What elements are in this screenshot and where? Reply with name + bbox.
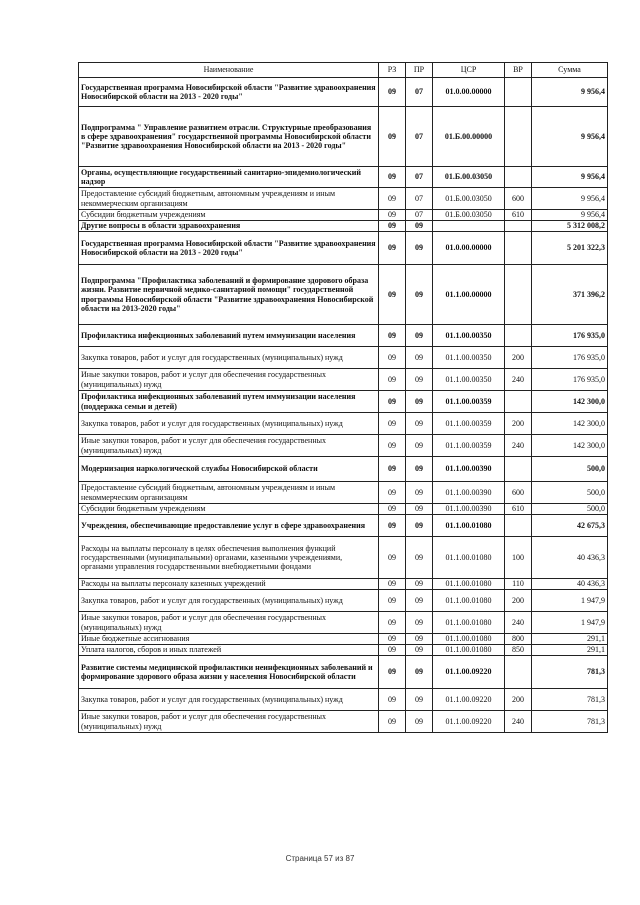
cell-name: Профилактика инфекционных заболеваний путем иммунизации населения (поддержка семьи и детей) [79,391,379,413]
cell-vr [505,457,532,482]
cell-name: Иные закупки товаров, работ и услуг для обеспечения государственных (муниципальных) нужд [79,612,379,634]
cell-name: Предоставление субсидий бюджетным, автономным учреждениям и иным некоммерческим организациям [79,188,379,210]
cell-rz: 09 [379,391,406,413]
cell-pr: 09 [406,579,433,590]
cell-vr [505,107,532,167]
cell-rz: 09 [379,579,406,590]
cell-csr: 01.1.00.09220 [433,656,505,689]
table-row [79,107,608,167]
cell-pr: 09 [406,265,433,325]
cell-name: Государственная программа Новосибирской области "Развитие здравоохранения Новосибирской области на 2013 - 2020 годы" [79,78,379,107]
table-row [79,435,608,457]
table-row [79,579,608,590]
table-row [79,634,608,645]
cell-rz: 09 [379,689,406,711]
cell-vr: 110 [505,579,532,590]
header-sum: Сумма [532,63,608,78]
cell-csr: 01.0.00.00000 [433,232,505,265]
cell-pr: 09 [406,711,433,733]
cell-sum: 9 956,4 [532,78,608,107]
cell-rz: 09 [379,590,406,612]
cell-name: Подпрограмма " Управление развитием отрасли. Структурные преобразования в сфере здравоохранения" государственной программы Новосибирской области "Развитие здравоохранения Новосибирской области на 2013 - 2020 годы" [79,107,379,167]
cell-name: Субсидии бюджетным учреждениям [79,210,379,221]
cell-rz: 09 [379,711,406,733]
cell-pr: 09 [406,689,433,711]
cell-sum: 176 935,0 [532,347,608,369]
table-row [79,612,608,634]
cell-pr: 09 [406,221,433,232]
cell-vr: 200 [505,689,532,711]
cell-pr: 09 [406,590,433,612]
cell-rz: 09 [379,482,406,504]
table-row [79,689,608,711]
cell-rz: 09 [379,167,406,188]
cell-name: Подпрограмма "Профилактика заболеваний и формирование здорового образа жизни. Развитие первичной медико-санитарной помощи" государственной программы Новосибирской области "Развитие здравоохранения Новосибирской области на 2013-2020 годы" [79,265,379,325]
cell-vr: 200 [505,590,532,612]
cell-sum: 142 300,0 [532,413,608,435]
cell-pr: 09 [406,347,433,369]
cell-csr: 01.1.00.00390 [433,504,505,515]
cell-csr: 01.1.00.00350 [433,347,505,369]
cell-vr: 610 [505,504,532,515]
cell-sum: 781,3 [532,656,608,689]
cell-pr: 09 [406,457,433,482]
cell-name: Развитие системы медицинской профилактики неинфекционных заболеваний и формирование здорового образа жизни у населения Новосибирской области [79,656,379,689]
table-row [79,391,608,413]
cell-vr [505,325,532,347]
page-number: Страница 57 из 87 [285,854,355,863]
cell-sum: 500,0 [532,457,608,482]
cell-sum: 142 300,0 [532,391,608,413]
cell-csr: 01.1.00.00350 [433,325,505,347]
table-body [79,78,608,733]
table-row [79,78,608,107]
table-row [79,645,608,656]
cell-csr: 01.1.00.00359 [433,435,505,457]
cell-rz: 09 [379,504,406,515]
table-row [79,711,608,733]
table-row [79,265,608,325]
cell-csr: 01.1.00.01080 [433,579,505,590]
table-row [79,221,608,232]
cell-name: Иные закупки товаров, работ и услуг для обеспечения государственных (муниципальных) нужд [79,435,379,457]
cell-vr [505,167,532,188]
cell-name: Учреждения, обеспечивающие предоставление услуг в сфере здравоохранения [79,515,379,537]
cell-csr: 01.1.00.01080 [433,515,505,537]
header-vr: ВР [505,63,532,78]
cell-vr [505,391,532,413]
cell-rz: 09 [379,656,406,689]
cell-vr: 850 [505,645,532,656]
cell-vr [505,221,532,232]
cell-name: Закупка товаров, работ и услуг для государственных (муниципальных) нужд [79,413,379,435]
cell-csr: 01.1.00.00390 [433,482,505,504]
cell-name: Государственная программа Новосибирской области "Развитие здравоохранения Новосибирской области на 2013 - 2020 годы" [79,232,379,265]
cell-csr: 01.Б.00.03050 [433,188,505,210]
cell-sum: 40 436,3 [532,579,608,590]
header-pr: ПР [406,63,433,78]
table-row [79,457,608,482]
cell-pr: 07 [406,210,433,221]
cell-name: Профилактика инфекционных заболеваний путем иммунизации населения [79,325,379,347]
cell-name: Закупка товаров, работ и услуг для государственных (муниципальных) нужд [79,590,379,612]
cell-sum: 176 935,0 [532,369,608,391]
cell-name: Иные закупки товаров, работ и услуг для обеспечения государственных (муниципальных) нужд [79,369,379,391]
cell-name: Закупка товаров, работ и услуг для государственных (муниципальных) нужд [79,347,379,369]
table-row [79,325,608,347]
cell-pr: 09 [406,634,433,645]
table-row [79,167,608,188]
cell-rz: 09 [379,188,406,210]
cell-csr: 01.1.00.01080 [433,590,505,612]
table-header-row [79,63,608,78]
cell-pr: 09 [406,656,433,689]
cell-sum: 176 935,0 [532,325,608,347]
cell-vr [505,656,532,689]
cell-pr: 09 [406,612,433,634]
cell-sum: 291,1 [532,634,608,645]
cell-vr: 240 [505,612,532,634]
cell-sum: 781,3 [532,689,608,711]
cell-csr: 01.1.00.01080 [433,645,505,656]
cell-sum: 9 956,4 [532,210,608,221]
cell-pr: 09 [406,413,433,435]
cell-vr: 600 [505,482,532,504]
cell-rz: 09 [379,325,406,347]
cell-csr: 01.Б.00.03050 [433,167,505,188]
cell-name: Уплата налогов, сборов и иных платежей [79,645,379,656]
header-csr: ЦСР [433,63,505,78]
cell-sum: 5 312 008,2 [532,221,608,232]
cell-sum: 371 396,2 [532,265,608,325]
cell-csr: 01.1.00.00359 [433,391,505,413]
cell-vr: 610 [505,210,532,221]
table-row [79,413,608,435]
budget-table [78,62,608,733]
cell-name: Модернизация наркологической службы Новосибирской области [79,457,379,482]
cell-sum: 142 300,0 [532,435,608,457]
table-row [79,515,608,537]
table-row [79,537,608,579]
cell-rz: 09 [379,537,406,579]
cell-pr: 09 [406,391,433,413]
cell-csr: 01.1.00.00359 [433,413,505,435]
cell-pr: 09 [406,435,433,457]
cell-vr [505,232,532,265]
header-name: Наименование [79,63,379,78]
cell-rz: 09 [379,369,406,391]
cell-rz: 09 [379,634,406,645]
cell-sum: 291,1 [532,645,608,656]
cell-rz: 09 [379,107,406,167]
cell-name: Иные бюджетные ассигнования [79,634,379,645]
cell-vr: 200 [505,347,532,369]
cell-rz: 09 [379,435,406,457]
cell-vr: 600 [505,188,532,210]
cell-csr: 01.1.00.09220 [433,711,505,733]
cell-csr: 01.1.00.01080 [433,634,505,645]
cell-name: Закупка товаров, работ и услуг для государственных (муниципальных) нужд [79,689,379,711]
cell-pr: 09 [406,232,433,265]
cell-sum: 9 956,4 [532,107,608,167]
cell-name: Расходы на выплаты персоналу казенных учреждений [79,579,379,590]
cell-rz: 09 [379,232,406,265]
cell-pr: 09 [406,515,433,537]
cell-sum: 9 956,4 [532,167,608,188]
cell-csr: 01.1.00.00000 [433,265,505,325]
cell-pr: 09 [406,645,433,656]
table-row [79,504,608,515]
cell-rz: 09 [379,265,406,325]
cell-pr: 09 [406,537,433,579]
cell-sum: 1 947,9 [532,612,608,634]
cell-sum: 40 436,3 [532,537,608,579]
cell-csr: 01.1.00.09220 [433,689,505,711]
table-row [79,210,608,221]
table-row [79,369,608,391]
cell-csr: 01.Б.00.03050 [433,210,505,221]
cell-rz: 09 [379,221,406,232]
table-row [79,590,608,612]
cell-rz: 09 [379,612,406,634]
cell-pr: 07 [406,107,433,167]
cell-pr: 09 [406,325,433,347]
cell-rz: 09 [379,78,406,107]
cell-pr: 09 [406,504,433,515]
cell-rz: 09 [379,645,406,656]
cell-name: Субсидии бюджетным учреждениям [79,504,379,515]
cell-vr: 240 [505,369,532,391]
cell-vr: 800 [505,634,532,645]
table-row [79,482,608,504]
cell-sum: 781,3 [532,711,608,733]
cell-pr: 07 [406,78,433,107]
cell-vr: 240 [505,711,532,733]
table-row [79,188,608,210]
cell-name: Другие вопросы в области здравоохранения [79,221,379,232]
cell-sum: 42 675,3 [532,515,608,537]
cell-rz: 09 [379,457,406,482]
cell-csr: 01.1.00.00350 [433,369,505,391]
cell-pr: 09 [406,369,433,391]
cell-csr: 01.1.00.01080 [433,612,505,634]
cell-csr: 01.0.00.00000 [433,78,505,107]
cell-sum: 500,0 [532,482,608,504]
cell-pr: 07 [406,167,433,188]
cell-name: Органы, осуществляющие государственный санитарно-эпидемиологический надзор [79,167,379,188]
cell-pr: 09 [406,482,433,504]
table-row [79,656,608,689]
cell-name: Расходы на выплаты персоналу в целях обеспечения выполнения функций государственными (муниципальными) органами, казенными учреждениями, органами управления государственными внебюджетными фондами [79,537,379,579]
cell-csr: 01.1.00.00390 [433,457,505,482]
cell-rz: 09 [379,413,406,435]
table-row [79,232,608,265]
cell-rz: 09 [379,347,406,369]
cell-vr: 240 [505,435,532,457]
cell-sum: 1 947,9 [532,590,608,612]
cell-csr: 01.1.00.01080 [433,537,505,579]
cell-sum: 5 201 322,3 [532,232,608,265]
cell-name: Предоставление субсидий бюджетным, автономным учреждениям и иным некоммерческим организациям [79,482,379,504]
cell-vr [505,515,532,537]
cell-rz: 09 [379,515,406,537]
cell-vr: 200 [505,413,532,435]
cell-sum: 9 956,4 [532,188,608,210]
cell-csr: 01.Б.00.00000 [433,107,505,167]
table-row [79,347,608,369]
cell-csr [433,221,505,232]
cell-vr [505,265,532,325]
cell-rz: 09 [379,210,406,221]
cell-pr: 07 [406,188,433,210]
cell-name: Иные закупки товаров, работ и услуг для обеспечения государственных (муниципальных) нужд [79,711,379,733]
cell-vr [505,78,532,107]
header-rz: РЗ [379,63,406,78]
cell-sum: 500,0 [532,504,608,515]
cell-vr: 100 [505,537,532,579]
